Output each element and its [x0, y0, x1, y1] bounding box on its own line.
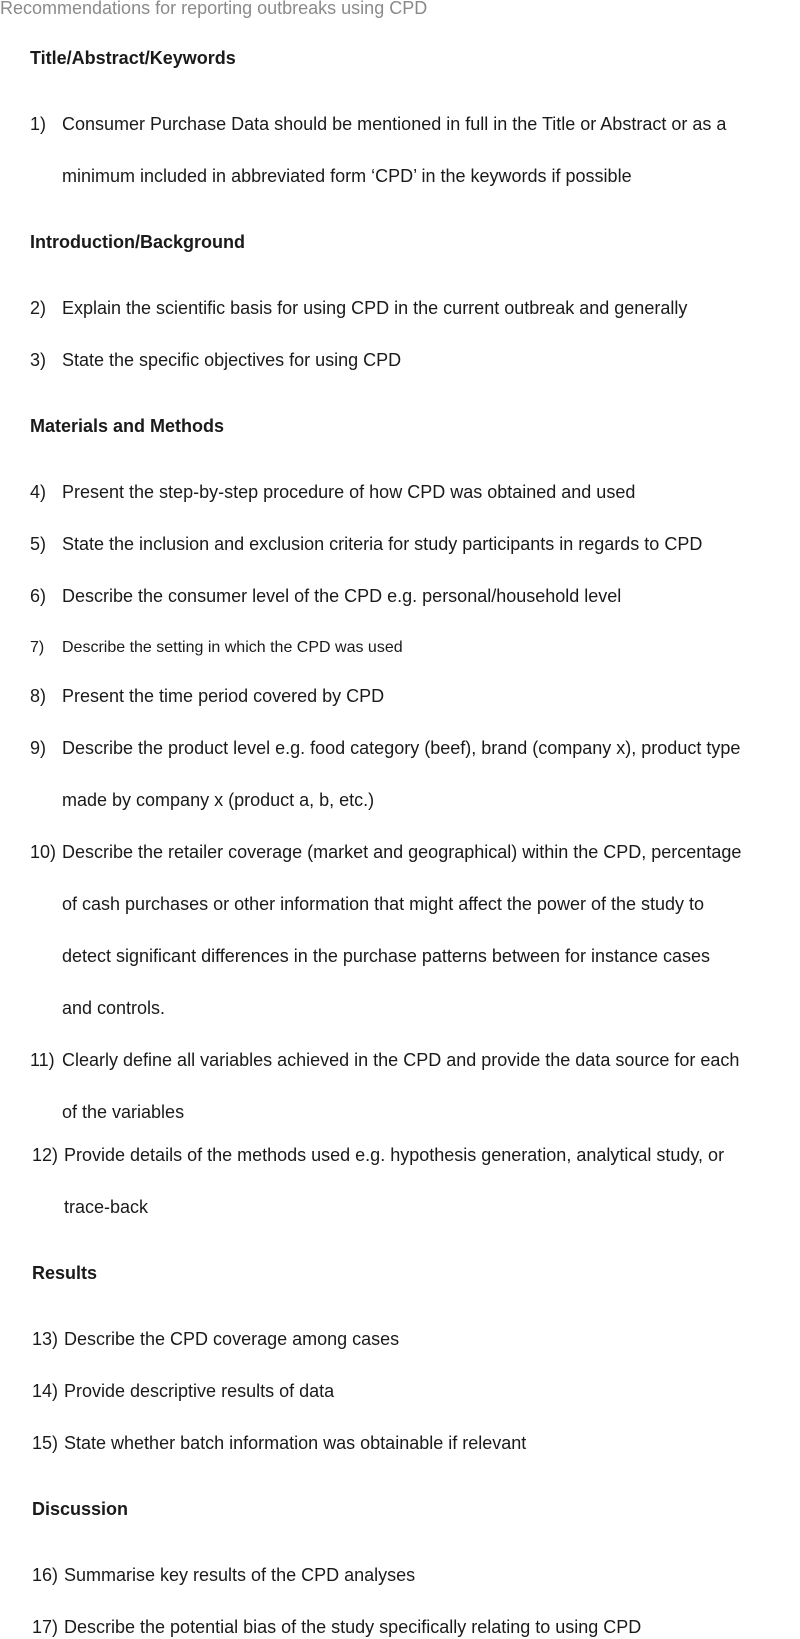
item-number: 17)	[32, 1617, 59, 1637]
item-text: State whether batch information was obtainable if relevant	[64, 1433, 527, 1453]
item-text: Describe the setting in which the CPD was used	[62, 639, 403, 656]
item-number: 2)	[30, 298, 47, 318]
item-number: 5)	[30, 534, 47, 554]
document-title: Recommendations for reporting outbreaks using CPD	[0, 0, 428, 18]
item-text: Describe the retailer coverage (market and geographical) within the CPD, percentage	[62, 842, 742, 862]
section-heading-title-abstract-keywords: Title/Abstract/Keywords	[30, 48, 236, 68]
item-number: 8)	[30, 686, 47, 706]
item-text: Clearly define all variables achieved in the CPD and provide the data source for each	[62, 1050, 740, 1070]
item-text: Describe the potential bias of the study specifically relating to using CPD	[64, 1617, 642, 1637]
item-text: State the inclusion and exclusion criteria for study participants in regards to CPD	[62, 534, 703, 554]
item-text: trace-back	[64, 1197, 149, 1217]
item-text: Present the time period covered by CPD	[62, 686, 385, 706]
item-number: 7)	[30, 639, 45, 656]
item-number: 11)	[30, 1050, 55, 1070]
section-heading-introduction-background: Introduction/Background	[30, 232, 245, 252]
item-text: of cash purchases or other information that might affect the power of the study to	[62, 894, 705, 914]
item-text: of the variables	[62, 1102, 185, 1122]
item-text: and controls.	[62, 998, 166, 1018]
item-text: Provide details of the methods used e.g. hypothesis generation, analytical study, or	[64, 1145, 725, 1165]
item-text: Consumer Purchase Data should be mentioned in full in the Title or Abstract or as a	[62, 114, 727, 134]
item-number: 9)	[30, 738, 47, 758]
section-heading-results: Results	[32, 1263, 98, 1283]
item-number: 3)	[30, 350, 47, 370]
item-text: made by company x (product a, b, etc.)	[62, 790, 375, 810]
item-text: minimum included in abbreviated form ‘CPD’ in the keywords if possible	[62, 166, 632, 186]
item-number: 15)	[32, 1433, 59, 1453]
item-number: 13)	[32, 1329, 59, 1349]
section-heading-materials-methods: Materials and Methods	[30, 416, 225, 436]
item-number: 4)	[30, 482, 47, 502]
item-text: Explain the scientific basis for using CPD in the current outbreak and generally	[62, 298, 688, 318]
item-number: 10)	[30, 842, 57, 862]
item-text: State the specific objectives for using CPD	[62, 350, 402, 370]
item-text: Provide descriptive results of data	[64, 1381, 335, 1401]
item-number: 12)	[32, 1145, 59, 1165]
item-text: Describe the product level e.g. food category (beef), brand (company x), product type	[62, 738, 741, 758]
section-heading-discussion: Discussion	[32, 1499, 129, 1519]
item-text: Present the step-by-step procedure of how CPD was obtained and used	[62, 482, 636, 502]
item-number: 16)	[32, 1565, 59, 1585]
item-text: detect significant differences in the purchase patterns between for instance cases	[62, 946, 711, 966]
item-number: 1)	[30, 114, 47, 134]
item-text: Describe the CPD coverage among cases	[64, 1329, 400, 1349]
item-number: 14)	[32, 1381, 59, 1401]
item-text: Summarise key results of the CPD analyses	[64, 1565, 416, 1585]
item-number: 6)	[30, 586, 47, 606]
item-text: Describe the consumer level of the CPD e.g. personal/household level	[62, 586, 622, 606]
